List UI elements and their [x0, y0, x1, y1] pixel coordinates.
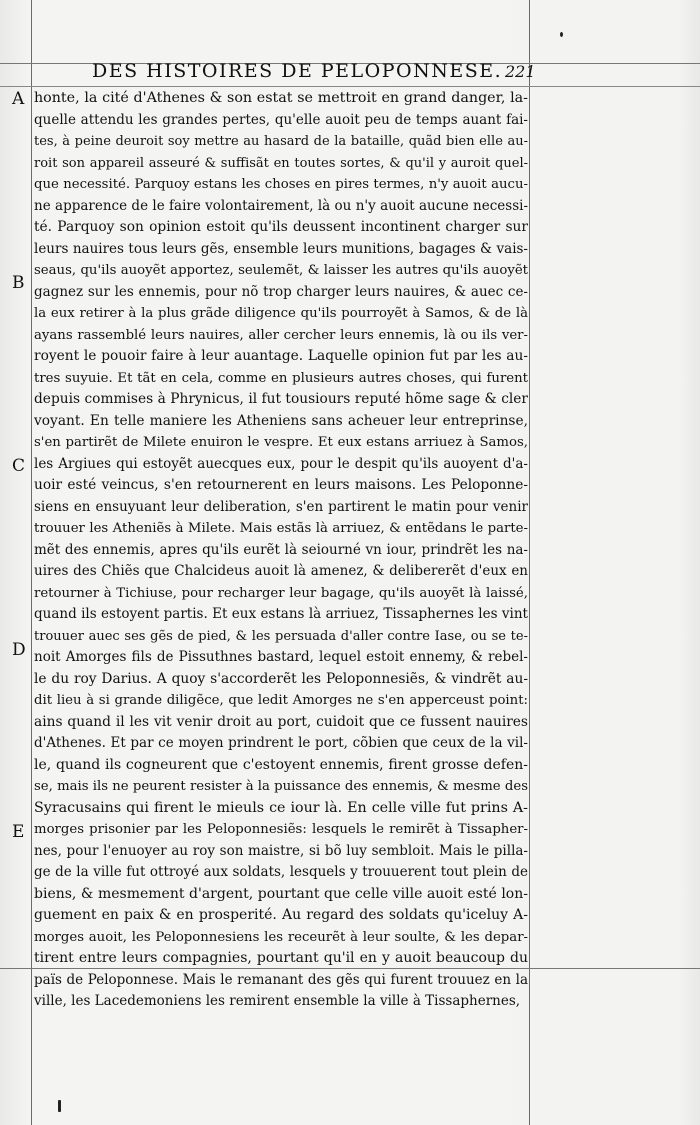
text-line: ains quand il les vit venir droit au port, cuidoit que ce fussent nauires	[34, 713, 528, 730]
body-text	[34, 88, 530, 1013]
text-line: roit son appareil asseuré & suffisãt en toutes sortes, & qu'il y auroit quel-	[34, 155, 528, 171]
text-line: nes, pour l'enuoyer au roy son maistre, si bõ luy sembloit. Mais le pilla-	[34, 842, 528, 859]
text-line: les Argiues qui estoyẽt auecques eux, pour le despit qu'ils auoyent d'a-	[34, 455, 528, 472]
text-line: quelle attendu les grandes pertes, qu'elle auoit peu de temps auant fai-	[34, 111, 528, 128]
margin-marker-d: D	[12, 640, 26, 660]
text-line: tres suyuie. Et tãt en cela, comme en plusieurs autres choses, qui furent	[34, 370, 528, 386]
text-line: ge de la ville fut ottroyé aux soldats, lesquels y trouuerent tout plein de	[34, 864, 528, 880]
text-line: trouuer les Atheniẽs à Milete. Mais estãs là arriuez, & entẽdans le parte-	[34, 521, 528, 536]
text-line: s'en partirẽt de Milete enuiron le vespre. Et eux estans arriuez à Samos,	[34, 435, 528, 450]
text-line: depuis commises à Phrynicus, il fut tousiours reputé hõme sage & cler	[34, 391, 528, 407]
text-line: païs de Peloponnese. Mais le remanant des gẽs qui furent trouuez en la	[34, 971, 528, 988]
text-line: la eux retirer à la plus grãde diligence qu'ils pourroyẽt à Samos, & de là	[34, 306, 528, 321]
text-line: uires des Chiẽs que Chalcideus auoit là amenez, & delibererẽt d'eux en	[34, 563, 528, 579]
text-line: gagnez sur les ennemis, pour nõ trop charger leurs nauires, & auec ce-	[34, 283, 528, 300]
text-line: le, quand ils cogneurent que c'estoyent ennemis, firent grosse defen-	[34, 756, 528, 773]
text-line: biens, & mesmement d'argent, pourtant que celle ville auoit esté lon-	[34, 885, 528, 902]
ink-mark	[58, 1100, 61, 1112]
text-line: morges prisonier par les Peloponnesiẽs: lesquels le remirẽt à Tissapher-	[34, 822, 528, 837]
text-line: ayans rassemblé leurs nauires, aller cercher leurs ennemis, là ou ils ver-	[34, 327, 528, 343]
text-line: morges auoit, les Peloponnesiens les receurẽt à leur soulte, & les depar-	[34, 929, 528, 945]
text-line: tirent entre leurs compagnies, pourtant qu'il en y auoit beaucoup du	[34, 950, 528, 966]
page-number: 221	[505, 62, 536, 81]
text-line: siens en ensuyuant leur deliberation, s'en partirent le matin pour venir	[34, 498, 528, 515]
margin-marker-e: E	[12, 822, 25, 842]
text-line: se, mais ils ne peurent resister à la puissance des ennemis, & mesme des	[34, 779, 528, 794]
text-line: seaus, qu'ils auoyẽt apportez, seulemẽt, & laisser les autres qu'ils auoyẽt	[34, 263, 528, 278]
running-head: DES HISTOIRES DE PELOPONNESE.	[92, 60, 503, 82]
text-line: guement en paix & en prosperité. Au regard des soldats qu'iceluy A-	[34, 907, 528, 923]
text-line: leurs nauires tous leurs gẽs, ensemble leurs munitions, bagages & vais-	[34, 240, 528, 257]
header-underline	[0, 86, 700, 87]
left-margin-rule	[31, 0, 32, 1125]
text-line: ne apparence de le faire volontairement, là ou n'y auoit aucune necessi-	[34, 197, 528, 214]
text-line: quand ils estoyent partis. Et eux estans là arriuez, Tissaphernes les vint	[34, 606, 528, 622]
text-line: uoir esté veincus, s'en retournerent en leurs maisons. Les Peloponne-	[34, 477, 528, 493]
text-line: voyant. En telle maniere les Atheniens sans acheuer leur entreprinse,	[34, 412, 528, 429]
ink-speck	[560, 32, 563, 37]
text-line: dit lieu à si grande diligẽce, que ledit Amorges ne s'en apperceust point:	[34, 693, 528, 708]
text-line: mẽt des ennemis, apres qu'ils eurẽt là seiourné vn iour, prindrẽt les na-	[34, 541, 528, 558]
text-line: le du roy Darius. A quoy s'accorderẽt les Peloponnesiẽs, & vindrẽt au-	[34, 670, 528, 687]
text-line: Syracusains qui firent le mieuls ce iour là. En celle ville fut prins A-	[34, 799, 528, 816]
text-line: royent le pouoir faire à leur auantage. Laquelle opinion fut par les au-	[34, 348, 528, 364]
text-line: noit Amorges fils de Pissuthnes bastard, lequel estoit ennemy, & rebel-	[34, 649, 528, 665]
text-line: tes, à peine deuroit soy mettre au hasard de la bataille, quãd bien elle au-	[34, 134, 528, 149]
text-line: retourner à Tichiuse, pour recharger leur bagage, qu'ils auoyẽt là laissé,	[34, 585, 528, 601]
margin-marker-a: A	[12, 89, 25, 109]
text-line: d'Athenes. Et par ce moyen prindrent le port, cõbien que ceux de la vil-	[34, 735, 528, 751]
margin-marker-b: B	[12, 273, 25, 293]
text-line: ville, les Lacedemoniens les remirent ensemble la ville à Tissaphernes,	[34, 993, 521, 1009]
text-line: té. Parquoy son opinion estoit qu'ils deussent incontinent charger sur	[34, 219, 528, 235]
margin-marker-c: C	[12, 456, 26, 476]
text-line: honte, la cité d'Athenes & son estat se mettroit en grand danger, la-	[34, 90, 528, 106]
text-line: que necessité. Parquoy estans les choses en pires termes, n'y auoit aucu-	[34, 177, 528, 192]
text-line: trouuer auec ses gẽs de pied, & les persuada d'aller contre Iase, ou se te-	[34, 628, 528, 644]
